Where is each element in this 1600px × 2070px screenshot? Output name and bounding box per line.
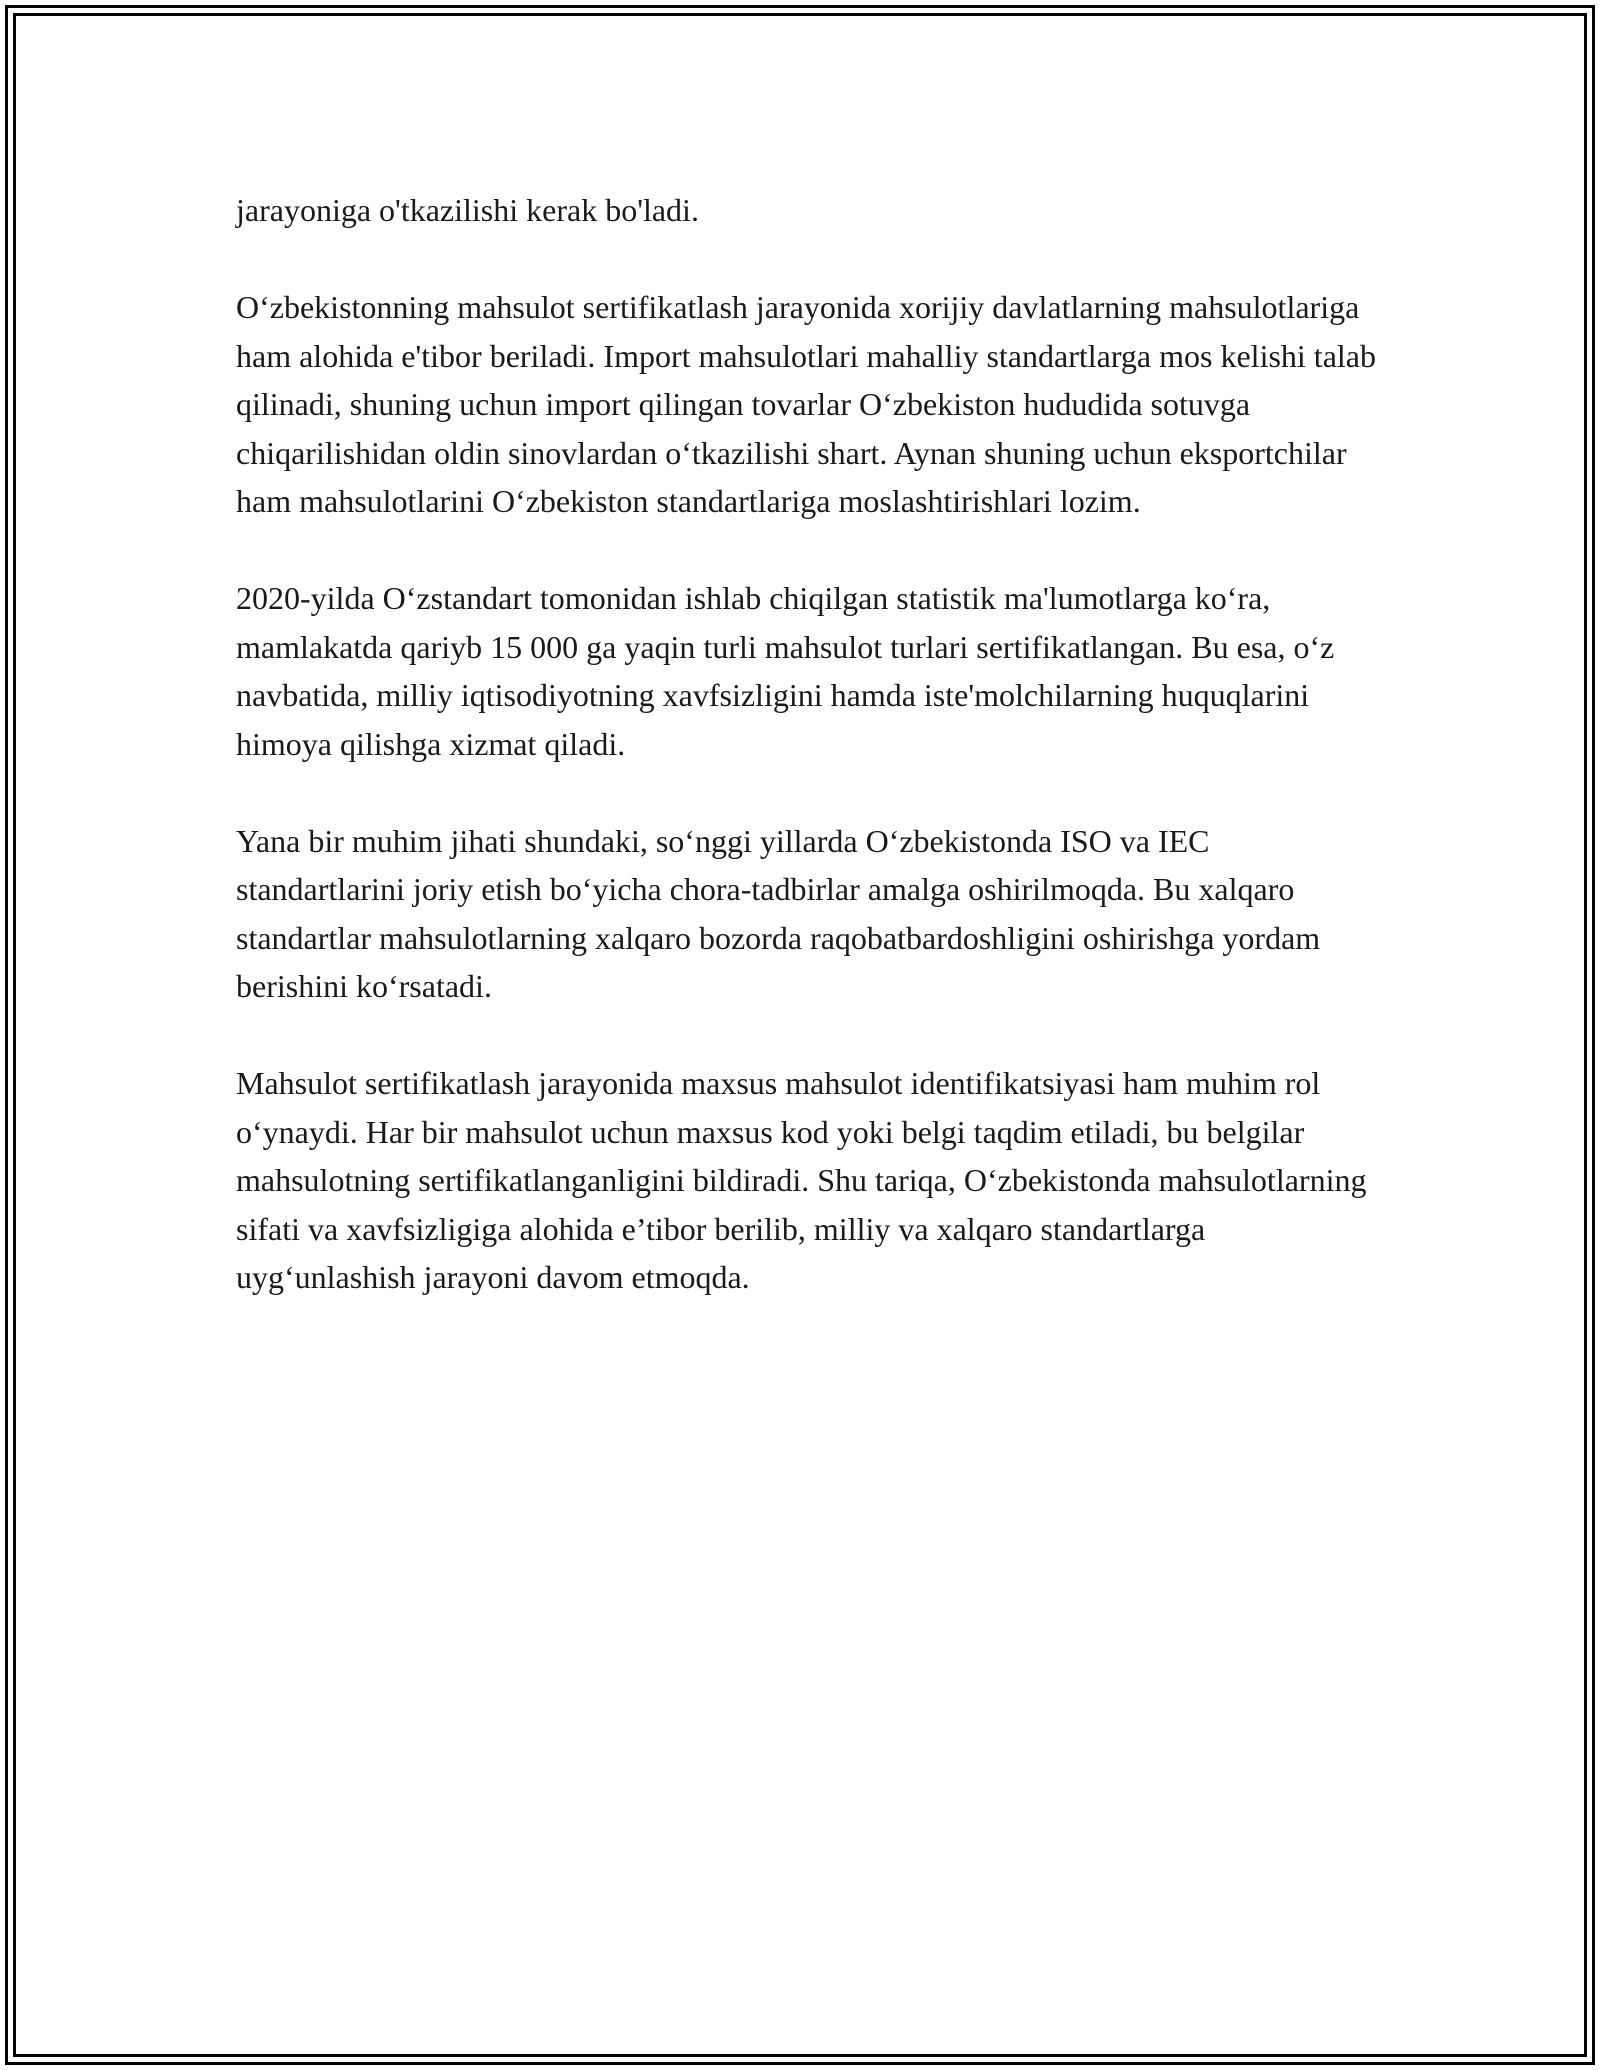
paragraph-iso-iec-standards: Yana bir muhim jihati shundaki, so‘nggi yillarda O‘zbekistonda ISO va IEC standartlarini joriy etish bo‘yicha chora-tadbirlar amalga oshirilmoqda. Bu xalqaro standartlar mahsulotlarning xalqaro bozorda raqobatbardoshligini oshirishga yordam berishini ko‘rsatadi. — [236, 822, 1321, 1004]
paragraph-import-certification: O‘zbekistonning mahsulot sertifikatlash jarayonida xorijiy davlatlarning mahsulotlariga ham alohida e'tibor beriladi. Import mahsulotlari mahalliy standartlarga mos kelishi talab qilinadi, shuning uchun import qilingan tovarlar O‘zbekiston hududida sotuvga chiqarilishidan oldin sinovlardan o‘tkazilishi shart. Aynan shuning uchun eksportchilar ham mahsulotlarini O‘zbekiston standartlariga moslashtirishlari lozim. — [236, 289, 1376, 519]
paragraph-continuation: jarayoniga o'tkazilishi kerak bo'ladi. — [236, 192, 699, 228]
document-body — [236, 186, 1376, 1350]
paragraph-statistics-2020: 2020-yilda O‘zstandart tomonidan ishlab chiqilgan statistik ma'lumotlarga ko‘ra, mamlakatda qariyb 15 000 ga yaqin turli mahsulot turlari sertifikatlangan. Bu esa, o‘z navbatida, milliy iqtisodiyotning xavfsizligini hamda iste'molchilarning huquqlarini himoya qilishga xizmat qiladi. — [236, 580, 1335, 762]
paragraph-product-identification: Mahsulot sertifikatlash jarayonida maxsus mahsulot identifikatsiyasi ham muhim rol o‘ynaydi. Har bir mahsulot uchun maxsus kod yoki belgi taqdim etiladi, bu belgilar mahsulotning sertifikatlanganligini bildiradi. Shu tariqa, O‘zbekistonda mahsulotlarning sifati va xavfsizligiga alohida e’tibor berilib, milliy va xalqaro standartlarga uyg‘unlashish jarayoni davom etmoqda. — [236, 1065, 1367, 1295]
